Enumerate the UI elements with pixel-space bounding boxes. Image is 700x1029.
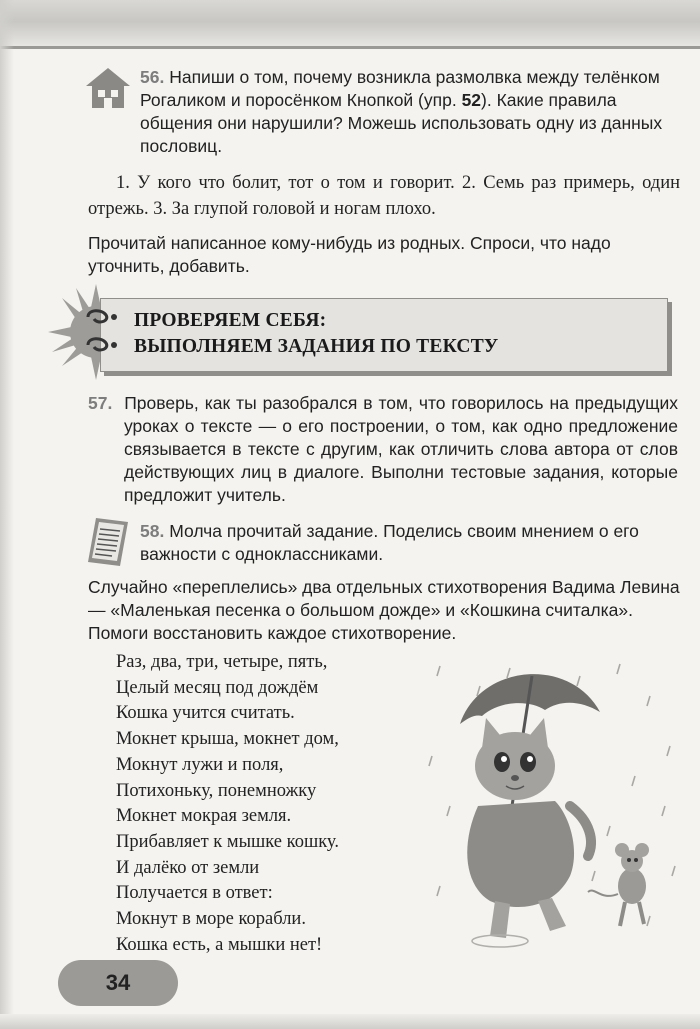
poem-line: Мокнет крыша, мокнет дом, <box>116 729 339 750</box>
section-title-line-1: ПРОВЕРЯЕМ СЕБЯ: <box>134 310 327 331</box>
spiral-ring-icon <box>84 306 118 328</box>
task-text-continued: ). Какие правила общения они нарушили? Можешь использовать одну из данных пословиц. <box>140 90 663 156</box>
task-number: 58. <box>140 521 165 541</box>
poem-line: Кошка учится считать. <box>116 703 295 724</box>
poem-line: Мокнет мокрая земля. <box>116 806 292 827</box>
bottom-band <box>0 1014 700 1029</box>
task-number: 56. <box>140 67 165 87</box>
poem-introduction: Случайно «переплелись» два отдельных стихотворения Вадима Левина — «Маленькая песенка о большом дожде» и «Кошкина считалка». Помоги восстановить каждое стихотворение. <box>88 577 680 643</box>
poem-line: Мокнут в море корабли. <box>116 909 306 930</box>
task-number: 57. <box>88 393 113 413</box>
read-aloud-instruction: Прочитай написанное кому-нибудь из родных. Спроси, что надо уточнить, добавить. <box>88 233 611 276</box>
poem-line: Прибавляет к мышке кошку. <box>116 831 339 852</box>
header-rule <box>0 46 700 49</box>
task-58 <box>140 520 680 566</box>
page-number-badge: 34 <box>58 960 178 1006</box>
poem <box>116 650 456 958</box>
exercise-reference: 52 <box>461 90 482 110</box>
poem-line: Раз, два, три, четыре, пять, <box>116 652 328 672</box>
task-text: Напиши о том, почему возникла размолвка между телёнком Рогаликом и поросёнком Кнопкой (упр. <box>140 67 660 110</box>
poem-line: Потихоньку, понемножку <box>116 780 317 801</box>
top-header-band <box>0 0 700 48</box>
task-text: Проверь, как ты разобрался в том, что говорилось на предыдущих уроках о тексте — о его построении, о том, как одно предложение связывается в тексте с другим, как отличить слова автора от слов действующих лиц в диалоге. Выполни тестовые задания, которые предложит учитель. <box>124 393 678 505</box>
task-57 <box>88 392 678 507</box>
task-text: Молча прочитай задание. Поделись своим мнением о его важности с одноклассниками. <box>140 521 639 564</box>
cat-umbrella-illustration <box>420 656 690 956</box>
poem-line: Получается в ответ: <box>116 883 273 904</box>
task-56 <box>140 66 680 158</box>
home-icon <box>84 66 132 110</box>
sheet-icon <box>86 516 130 568</box>
poem-line: Мокнут лужи и поля, <box>116 754 284 775</box>
page-binding-shadow <box>0 0 14 1029</box>
poem-line: И далёко от земли <box>116 857 260 878</box>
poem-line: Целый месяц под дождём <box>116 677 319 698</box>
spiral-ring-icon <box>84 334 118 356</box>
poem-line: Кошка есть, а мышки нет! <box>116 934 323 955</box>
section-title-line-2: ВЫПОЛНЯЕМ ЗАДАНИЯ ПО ТЕКСТУ <box>134 336 499 357</box>
proverbs-list: 1. У кого что болит, тот о том и говорит. 2. Семь раз примерь, один отрежь. 3. За глупой головой и ногам плохо. <box>88 173 680 219</box>
